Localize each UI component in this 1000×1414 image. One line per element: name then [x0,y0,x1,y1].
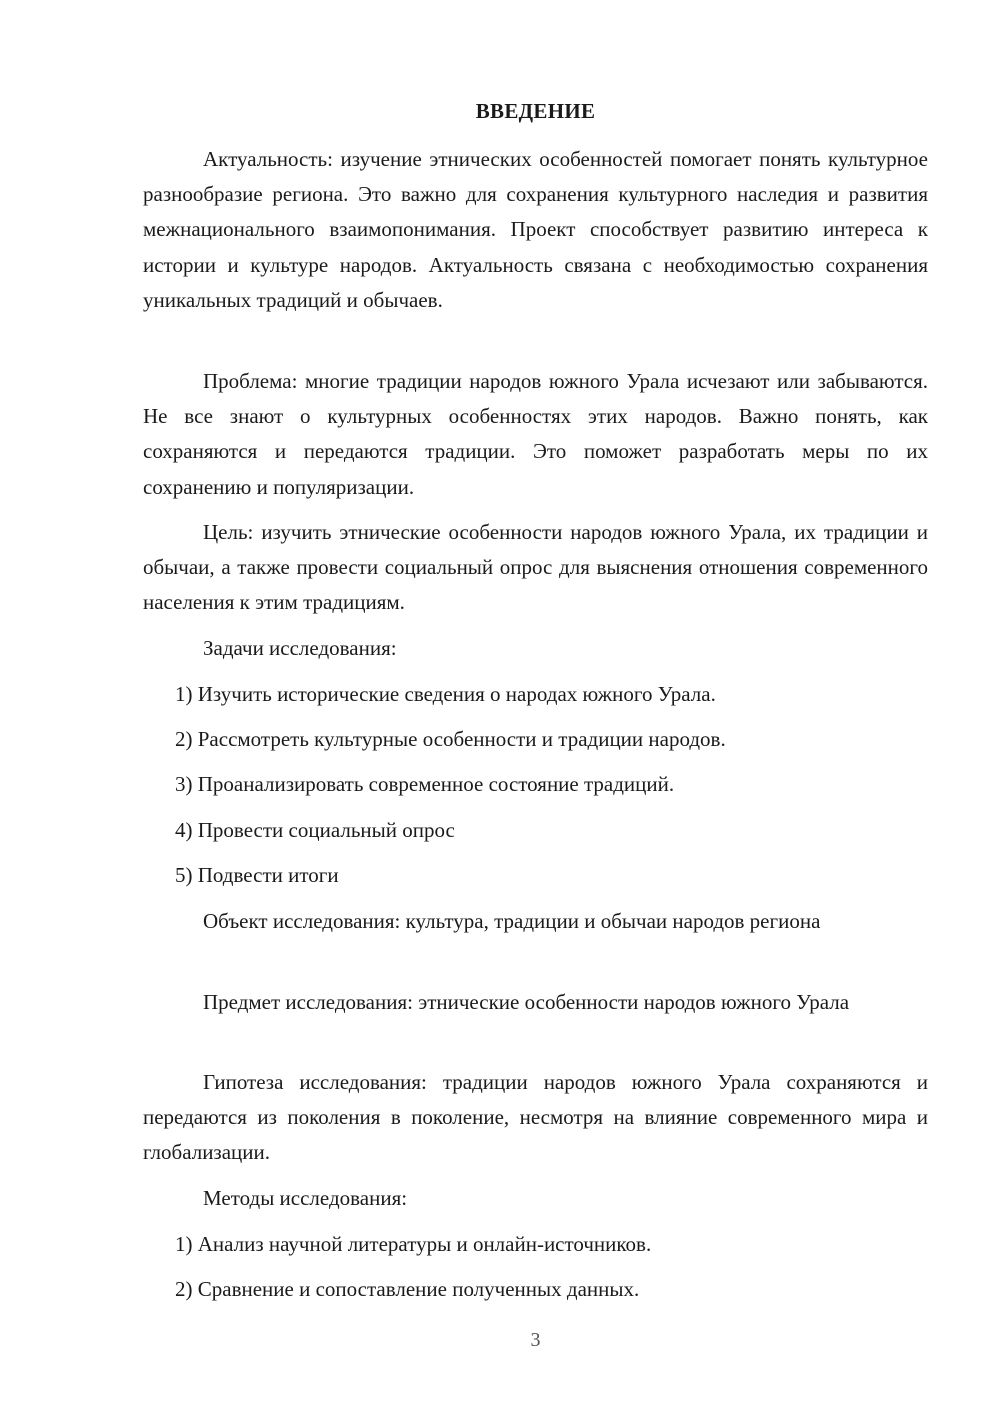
subject-paragraph: Предмет исследования: этнические особенности народов южного Урала [203,990,850,1014]
problem-paragraph: Проблема: многие традиции народов южного Урала исчезают или забываются. Не все знают о культурных особенностях этих народов. Важно понять, как сохраняются и передаются традиции. Это поможет разработать меры по их сохранению и популяризации. [143,369,928,499]
list-item: 2) Сравнение и сопоставление полученных данных. [175,1277,640,1301]
list-item: 5) Подвести итоги [175,863,339,887]
object-paragraph: Объект исследования: культура, традиции и обычаи народов региона [203,909,821,933]
methods-heading: Методы исследования: [203,1186,408,1210]
list-item: 1) Анализ научной литературы и онлайн-источников. [175,1232,652,1256]
relevance-paragraph: Актуальность: изучение этнических особенностей помогает понять культурное разнообразие региона. Это важно для сохранения культурного наследия и развития межнационального взаимопонимания. Проект способствует развитию интереса к истории и культуре народов. Актуальность связана с необходимостью сохранения уникальных традиций и обычаев. [143,147,928,312]
goal-paragraph: Цель: изучить этнические особенности народов южного Урала, их традиции и обычаи, а также провести социальный опрос для выяснения отношения современного населения к этим традициям. [143,520,928,615]
section-title: ВВЕДЕНИЕ [475,99,596,123]
tasks-heading: Задачи исследования: [203,636,397,660]
hypothesis-paragraph: Гипотеза исследования: традиции народов южного Урала сохраняются и передаются из поколения в поколение, несмотря на влияние современного мира и глобализации. [143,1070,928,1165]
list-item: 1) Изучить исторические сведения о народах южного Урала. [175,682,716,706]
page-number: 3 [530,1329,541,1351]
list-item: 4) Провести социальный опрос [175,818,455,842]
list-item: 2) Рассмотреть культурные особенности и традиции народов. [175,727,726,751]
list-item: 3) Проанализировать современное состояние традиций. [175,772,675,796]
